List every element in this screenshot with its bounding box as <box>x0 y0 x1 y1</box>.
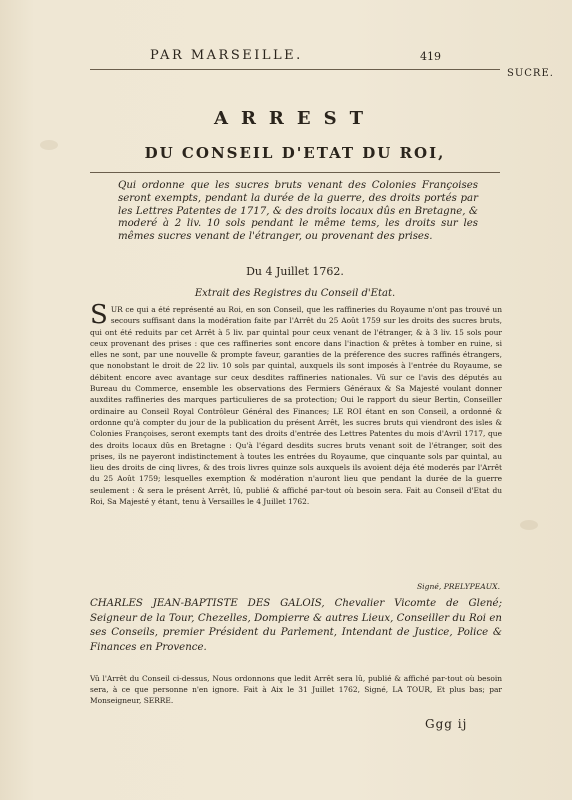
signature-mark: Ggg ij <box>425 717 468 731</box>
paper-stain <box>40 140 58 150</box>
order-paragraph: Vû l'Arrêt du Conseil ci-dessus, Nous ordonnons que ledit Arrêt sera lû, publié & affiché par-tout où besoin sera, à ce que personne n'en ignore. Fait à Aix le 31 Juillet 1762, Signé, LA TOUR, Et plus bas; par Monseigneur, SERRE. <box>90 674 502 705</box>
decree-date: Du 4 Juillet 1762. <box>246 265 344 278</box>
summary-paragraph: Qui ordonne que les sucres bruts venant des Colonies Françoises seront exempts, pendant la durée de la guerre, des droits portés par les Lettres Patentes de 1717, & des droits locaux dûs en Bretagne, & moderé à 2 liv. 10 sols pendant le même tems, les droits sur les mêmes sucres venant de l'étranger, ou provenant des prises. <box>118 180 478 243</box>
body-paragraph <box>90 300 502 507</box>
page-number: 419 <box>420 50 441 63</box>
header-rule <box>90 69 500 70</box>
document-subtitle: DU CONSEIL D'ETAT DU ROI, <box>144 144 446 162</box>
governor-paragraph: CHARLES JEAN-BAPTISTE DES GALOIS, Chevalier Vicomte de Glené; Seigneur de la Tour, Chezelles, Dompierre & autres Lieux, Conseiller du Roi en ses Conseils, premier Président du Parlement, Intendant de Justice, Police & Finances en Provence. <box>90 598 502 653</box>
document-title: ARREST <box>214 108 376 129</box>
side-note: SUCRE. <box>507 68 554 79</box>
extract-heading: Extrait des Registres du Conseil d'Etat. <box>194 288 396 299</box>
body-text: UR ce qui a été représenté au Roi, en son Conseil, que les raffineries du Royaume n'ont pas trouvé un secours suffisant dans la modération faite par l'Arrêt du 25 Août 1759 sur les droits des sucres bruts, qui ont été reduits par cet Arrêt à 5 liv. par quintal pour ceux venant de l'étranger, & à 3 liv. 15 sols pour ceux provenant des prises : que ces raffineries sont encore dans l'inaction & prêtes à tomber en ruine, si elles ne sont, par une nouvelle & prompte faveur, garanties de la préference des sucres raffinés étrangers, que nonobstant le droit de 22 liv. 10 sols par quintal, auxquels ils sont imposés à l'entrée du Royaume, se débitent encore avec avantage sur ceux desdites raffineries nationales. Vû sur ce l'avis des députés au Bureau du Commerce, ensemble les observations des Fermiers Généraux & Sa Majesté voulant donner auxdites raffineries des marques particulieres de sa protection; Oui le rapport du sieur Bertin, Conseiller ordinaire au Conseil Royal Contrôleur Général des Finances; LE ROI étant en son Conseil, a ordonné & ordonne qu'à compter du jour de la publication du présent Arrêt, les sucres bruts qui viendront des isles & Colonies Françoises, seront exempts tant des droits d'entrée des Lettres Patentes du mois d'Avril 1717, que des droits locaux dûs en Bretagne : Qu'à l'égard desdits sucres bruts venant soit de l'étranger, soit des prises, ils ne payeront indistinctement à toutes les entrées du Royaume, que cinquante sols par quintal, au lieu des droits de cinq livres, & des trois livres quinze sols auxquels ils avoient déja été moderés par l'Arrêt du 25 Août 1759; lesquelles exemption & modération n'auront lieu que pendant la durée de la guerre seulement : & sera le présent Arrêt, lû, publié & affiché par-tout où besoin sera. Fait au Conseil d'Etat du Roi, Sa Majesté y étant, tenu à Versailles le 4 Juillet 1762. <box>90 305 502 507</box>
paper-stain <box>520 520 538 530</box>
drop-cap: S <box>90 300 108 330</box>
signature-line: Signé, PRELYPEAUX. <box>416 582 500 591</box>
running-head: PAR MARSEILLE. <box>150 48 303 63</box>
title-rule <box>90 172 500 173</box>
